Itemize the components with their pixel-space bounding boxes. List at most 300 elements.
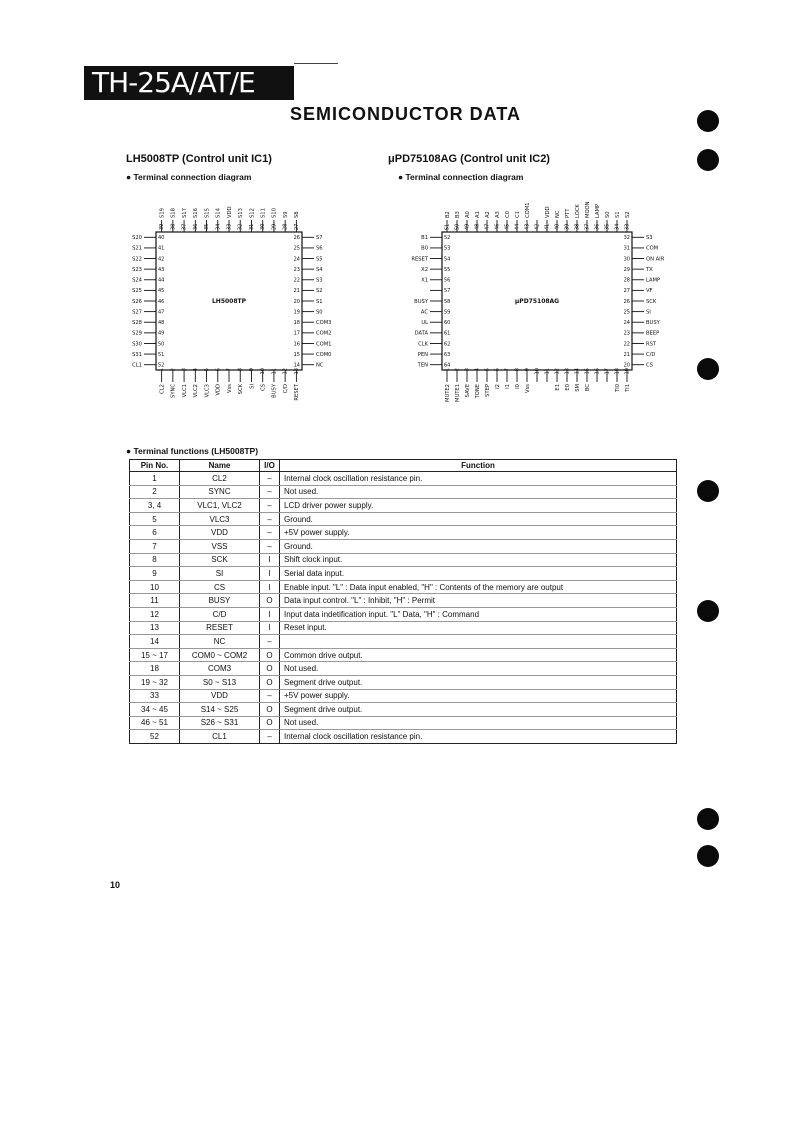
- pin-number: 35: [604, 223, 611, 230]
- table-row: [130, 553, 677, 567]
- pin-cell: 3, 4: [130, 499, 180, 513]
- col-io: I/O: [260, 460, 280, 472]
- pin-number: 23: [293, 266, 300, 273]
- function-cell: Serial data input.: [280, 567, 677, 581]
- pin-signal: S14: [215, 208, 222, 218]
- table-row: [130, 539, 677, 553]
- pin-number: 19: [293, 309, 300, 316]
- pin-cell: 34 ~ 45: [130, 703, 180, 717]
- page-title: SEMICONDUCTOR DATA: [290, 104, 521, 124]
- function-cell: Enable input. "L" : Data input enabled, "H" : Contents of the memory are output: [280, 580, 677, 594]
- pin-signal: CS: [646, 362, 653, 369]
- pin-signal: Vss: [524, 384, 531, 393]
- pin-signal: TONE: [474, 384, 481, 399]
- pin-number: 51: [444, 223, 451, 230]
- pin-signal: LAMP: [646, 277, 661, 284]
- pin-cell: 14: [130, 635, 180, 649]
- pin-number: 44: [514, 223, 521, 230]
- pin-signal: S3: [316, 277, 323, 284]
- ic2-pin-diagram: [392, 192, 692, 417]
- pin-signal: RESET: [411, 256, 428, 263]
- pin-signal: BUSY: [271, 384, 278, 398]
- name-cell: SCK: [180, 553, 260, 567]
- pin-signal: S17: [181, 208, 188, 218]
- pin-signal: S1: [614, 211, 621, 218]
- pin-number: 16: [293, 341, 300, 348]
- pin-number: 31: [248, 223, 255, 230]
- pin-number: 21: [623, 351, 630, 358]
- pin-number: 6: [215, 368, 222, 372]
- name-cell: CS: [180, 580, 260, 594]
- pin-number: 55: [444, 266, 451, 273]
- name-cell: VDD: [180, 689, 260, 703]
- pin-signal: NC: [554, 210, 561, 218]
- name-cell: COM0 ~ COM2: [180, 648, 260, 662]
- pin-number: 56: [444, 277, 451, 284]
- pin-number: 13: [564, 368, 571, 375]
- pin-number: 26: [293, 235, 300, 242]
- function-cell: Not used.: [280, 662, 677, 676]
- pin-number: 44: [158, 277, 165, 284]
- pin-signal: I2: [494, 384, 501, 389]
- pin-number: 45: [504, 223, 511, 230]
- pin-number: 28: [623, 277, 630, 284]
- table-row: [130, 607, 677, 621]
- pin-signal: S13: [238, 208, 245, 218]
- pin-signal: E0: [564, 384, 571, 391]
- pin-signal: A3: [494, 211, 501, 218]
- pin-signal: AC: [420, 309, 428, 316]
- table-row: [130, 526, 677, 540]
- pin-signal: S31: [132, 351, 142, 358]
- pin-number: 13: [293, 368, 300, 375]
- pin-number: 27: [293, 223, 300, 230]
- ic1-heading: LH5008TP (Control unit IC1): [126, 153, 272, 165]
- pin-signal: X1: [421, 277, 428, 284]
- pin-number: 9: [248, 368, 255, 372]
- pin-signal: DATA: [414, 330, 428, 337]
- name-cell: VDD: [180, 526, 260, 540]
- pin-number: 26: [623, 298, 630, 305]
- pin-signal: SCK: [238, 384, 245, 395]
- pin-signal: S29: [132, 330, 142, 337]
- chip-name: μPD75108AG: [514, 298, 560, 305]
- pin-cell: 8: [130, 553, 180, 567]
- pin-signal: COM0: [316, 351, 332, 358]
- name-cell: SYNC: [180, 485, 260, 499]
- ic1-pin-diagram: [120, 192, 350, 417]
- pin-number: 42: [534, 223, 541, 230]
- pin-number: 14: [574, 368, 581, 375]
- io-cell: O: [260, 594, 280, 608]
- pin-signal: S26: [132, 298, 142, 305]
- table-row: [130, 675, 677, 689]
- pin-number: 39: [159, 223, 166, 230]
- col-pin: Pin No.: [130, 460, 180, 472]
- pin-signal: VF: [646, 288, 653, 295]
- pin-number: 36: [192, 223, 199, 230]
- io-cell: I: [260, 580, 280, 594]
- pin-number: 43: [158, 266, 165, 273]
- pin-signal: S9: [282, 211, 289, 218]
- pin-signal: SCK: [646, 298, 657, 305]
- pin-signal: BUSY: [646, 320, 660, 327]
- pin-number: 29: [623, 266, 630, 273]
- pin-number: 10: [260, 368, 267, 375]
- pin-number: 16: [594, 368, 601, 375]
- pin-number: 17: [293, 330, 300, 337]
- name-cell: C/D: [180, 607, 260, 621]
- pin-number: 33: [226, 223, 233, 230]
- io-cell: O: [260, 648, 280, 662]
- function-cell: +5V power supply.: [280, 689, 677, 703]
- pin-signal: S21: [132, 245, 142, 252]
- pin-signal: S7: [316, 235, 323, 242]
- pin-number: 24: [293, 256, 300, 263]
- chip-name: LH5008TP: [211, 298, 247, 305]
- function-cell: LCD driver power supply.: [280, 499, 677, 513]
- pin-signal: S20: [132, 235, 142, 242]
- pin-number: 4: [192, 368, 199, 372]
- function-cell: Ground.: [280, 539, 677, 553]
- pin-number: 40: [554, 223, 561, 230]
- functions-heading: ● Terminal functions (LH5008TP): [126, 446, 259, 456]
- pin-number: 18: [293, 320, 300, 327]
- pin-number: 10: [534, 368, 541, 375]
- pin-signal: C1: [514, 211, 521, 218]
- pin-number: 50: [454, 223, 461, 230]
- pin-number: 27: [623, 288, 630, 295]
- pin-number: 22: [293, 277, 300, 284]
- pin-signal: B3: [454, 211, 461, 218]
- pin-cell: 11: [130, 594, 180, 608]
- name-cell: S26 ~ S31: [180, 716, 260, 730]
- pin-number: 4: [474, 368, 481, 372]
- pin-number: 37: [181, 223, 188, 230]
- pin-signal: CL1: [132, 362, 142, 369]
- pin-signal: LOCK: [574, 204, 581, 218]
- pin-signal: S1: [316, 298, 323, 305]
- pin-cell: 1: [130, 472, 180, 486]
- pin-number: 9: [524, 368, 531, 372]
- io-cell: –: [260, 635, 280, 649]
- pin-signal: S19: [159, 208, 166, 218]
- pin-number: 20: [623, 362, 630, 369]
- pin-number: 15: [293, 351, 300, 358]
- io-cell: –: [260, 526, 280, 540]
- pin-signal: S0: [604, 211, 611, 218]
- table-row: [130, 512, 677, 526]
- pin-number: 42: [158, 256, 165, 263]
- pin-number: 6: [494, 368, 501, 372]
- pin-number: 12: [554, 368, 561, 375]
- pin-signal: STEP: [484, 384, 491, 397]
- pin-signal: E1: [554, 384, 561, 391]
- io-cell: –: [260, 539, 280, 553]
- pin-signal: SI: [249, 384, 256, 389]
- pin-number: 12: [282, 368, 289, 375]
- pin-cell: 5: [130, 512, 180, 526]
- table-row: [130, 703, 677, 717]
- pin-signal: S18: [170, 208, 177, 218]
- pin-signal: CS: [260, 384, 267, 391]
- pin-signal: BC: [584, 384, 591, 392]
- pin-number: 7: [504, 368, 511, 372]
- pin-signal: MOON: [584, 201, 591, 218]
- pin-signal: S6: [316, 245, 323, 252]
- pin-number: 62: [444, 341, 451, 348]
- table-row: [130, 580, 677, 594]
- pin-number: 5: [484, 368, 491, 372]
- pin-number: 14: [293, 362, 300, 369]
- pin-number: 38: [170, 223, 177, 230]
- pin-number: 25: [623, 309, 630, 316]
- io-cell: –: [260, 472, 280, 486]
- table-row: [130, 635, 677, 649]
- pin-number: 48: [474, 223, 481, 230]
- pin-signal: S11: [260, 208, 267, 218]
- io-cell: I: [260, 567, 280, 581]
- pin-cell: 18: [130, 662, 180, 676]
- pin-signal: S16: [193, 208, 200, 218]
- pin-cell: 46 ~ 51: [130, 716, 180, 730]
- pin-number: 61: [444, 330, 451, 337]
- name-cell: COM3: [180, 662, 260, 676]
- col-name: Name: [180, 460, 260, 472]
- io-cell: I: [260, 553, 280, 567]
- pin-number: 57: [444, 288, 451, 295]
- pin-signal: I0: [514, 384, 521, 389]
- name-cell: SI: [180, 567, 260, 581]
- pin-cell: 15 ~ 17: [130, 648, 180, 662]
- name-cell: BUSY: [180, 594, 260, 608]
- io-cell: –: [260, 730, 280, 744]
- pin-number: 22: [623, 341, 630, 348]
- binder-hole: [697, 600, 719, 622]
- pin-signal: PEN: [417, 351, 428, 358]
- pin-number: 36: [594, 223, 601, 230]
- pin-number: 38: [574, 223, 581, 230]
- table-row: [130, 485, 677, 499]
- name-cell: VSS: [180, 539, 260, 553]
- pin-signal: S24: [132, 277, 142, 284]
- pin-signal: MUTE1: [454, 384, 461, 403]
- table-row: [130, 499, 677, 513]
- pin-cell: 10: [130, 580, 180, 594]
- pin-number: 39: [564, 223, 571, 230]
- pin-number: 45: [158, 288, 165, 295]
- io-cell: O: [260, 716, 280, 730]
- pin-cell: 7: [130, 539, 180, 553]
- pin-signal: NC: [316, 362, 324, 369]
- pin-signal: S27: [132, 309, 142, 316]
- pin-signal: TEN: [417, 362, 428, 369]
- pin-signal: RST: [646, 341, 657, 348]
- pin-signal: TI0: [614, 384, 621, 392]
- pin-signal: B0: [421, 245, 428, 252]
- pin-number: 64: [444, 362, 451, 369]
- io-cell: I: [260, 607, 280, 621]
- function-cell: Internal clock oscillation resistance pin.: [280, 472, 677, 486]
- pin-number: 59: [444, 309, 451, 316]
- pin-signal: B1: [421, 235, 428, 242]
- pin-number: 17: [604, 368, 611, 375]
- name-cell: S14 ~ S25: [180, 703, 260, 717]
- pin-number: 33: [624, 223, 631, 230]
- pin-signal: UL: [421, 320, 428, 327]
- pin-signal: S22: [132, 256, 142, 263]
- function-cell: +5V power supply.: [280, 526, 677, 540]
- table-row: [130, 730, 677, 744]
- function-cell: Not used.: [280, 716, 677, 730]
- pin-number: 15: [584, 368, 591, 375]
- binder-hole: [697, 110, 719, 132]
- pin-signal: TX: [646, 266, 653, 273]
- function-cell: Common drive output.: [280, 648, 677, 662]
- pin-number: 2: [454, 368, 461, 372]
- pin-number: 25: [293, 245, 300, 252]
- table-row: [130, 621, 677, 635]
- pin-number: 7: [226, 368, 233, 372]
- pin-number: 58: [444, 298, 451, 305]
- binder-hole: [697, 808, 719, 830]
- pin-signal: SM: [574, 384, 581, 392]
- pin-number: 46: [494, 223, 501, 230]
- pin-number: 52: [444, 235, 451, 242]
- pin-number: 34: [215, 223, 222, 230]
- name-cell: CL1: [180, 730, 260, 744]
- pin-number: 8: [514, 368, 521, 372]
- pin-number: 48: [158, 320, 165, 327]
- io-cell: –: [260, 499, 280, 513]
- pin-number: 32: [237, 223, 244, 230]
- binder-hole: [697, 480, 719, 502]
- pin-signal: S2: [624, 211, 631, 218]
- pin-signal: S12: [249, 208, 256, 218]
- pin-number: 52: [158, 362, 165, 369]
- pin-number: 54: [444, 256, 451, 263]
- pin-signal: LAMP: [594, 203, 601, 218]
- pin-number: 23: [623, 330, 630, 337]
- pin-number: 5: [204, 368, 211, 372]
- pin-cell: 12: [130, 607, 180, 621]
- pin-number: 46: [158, 298, 165, 305]
- pin-number: 37: [584, 223, 591, 230]
- pin-number: 11: [544, 368, 551, 375]
- pin-cell: 2: [130, 485, 180, 499]
- binder-hole: [697, 149, 719, 171]
- function-cell: Data input control. "L" : Inhibit, "H" : Permit: [280, 594, 677, 608]
- pin-signal: SYNC: [170, 384, 177, 398]
- function-cell: Ground.: [280, 512, 677, 526]
- name-cell: NC: [180, 635, 260, 649]
- pin-signal: BUSY: [414, 298, 428, 305]
- pin-signal: VDD: [544, 206, 551, 218]
- ic2-heading: μPD75108AG (Control unit IC2): [388, 153, 550, 165]
- pin-number: 1: [159, 368, 166, 372]
- pin-number: 30: [623, 256, 630, 263]
- pin-number: 53: [444, 245, 451, 252]
- table-row: [130, 716, 677, 730]
- pin-signal: C/D: [646, 351, 656, 358]
- pin-number: 1: [444, 368, 451, 372]
- pin-signal: I1: [504, 384, 511, 389]
- table-header-row: [130, 460, 677, 472]
- pin-number: 30: [260, 223, 267, 230]
- name-cell: CL2: [180, 472, 260, 486]
- pin-signal: VDD: [215, 384, 222, 396]
- pin-cell: 52: [130, 730, 180, 744]
- pin-signal: Vss: [226, 384, 233, 393]
- pin-number: 2: [170, 368, 177, 372]
- table-row: [130, 648, 677, 662]
- pin-signal: MUTE2: [444, 384, 451, 403]
- pin-number: 63: [444, 351, 451, 358]
- pin-number: 41: [158, 245, 165, 252]
- pin-signal: COM3: [316, 320, 332, 327]
- terminal-functions-table: [129, 459, 677, 744]
- pin-signal: B2: [444, 211, 451, 218]
- pin-signal: C/D: [282, 384, 289, 394]
- pin-number: 47: [484, 223, 491, 230]
- pin-cell: 13: [130, 621, 180, 635]
- pin-signal: S23: [132, 266, 142, 273]
- pin-signal: SI: [646, 309, 651, 316]
- pin-number: 3: [181, 368, 188, 372]
- col-function: Function: [280, 460, 677, 472]
- name-cell: VLC1, VLC2: [180, 499, 260, 513]
- pin-signal: BEEP: [646, 330, 660, 337]
- pin-signal: S5: [316, 256, 323, 263]
- io-cell: O: [260, 703, 280, 717]
- pin-number: 31: [623, 245, 630, 252]
- pin-signal: TI1: [624, 384, 631, 392]
- pin-signal: VLC2: [193, 384, 200, 398]
- pin-number: 51: [158, 351, 165, 358]
- pin-signal: A0: [464, 211, 471, 218]
- table-row: [130, 662, 677, 676]
- pin-number: 18: [614, 368, 621, 375]
- pin-signal: S15: [204, 208, 211, 218]
- pin-signal: ON AIR: [646, 256, 665, 263]
- name-cell: VLC3: [180, 512, 260, 526]
- pin-signal: COM: [646, 245, 659, 252]
- function-cell: Segment drive output.: [280, 703, 677, 717]
- pin-number: 40: [158, 235, 165, 242]
- io-cell: O: [260, 662, 280, 676]
- pin-number: 32: [623, 235, 630, 242]
- function-cell: Internal clock oscillation resistance pin.: [280, 730, 677, 744]
- pin-number: 34: [614, 223, 621, 230]
- pin-signal: VLC1: [181, 384, 188, 398]
- pin-number: 29: [271, 223, 278, 230]
- ic1-subheading: ● Terminal connection diagram: [126, 172, 252, 182]
- table-row: [130, 689, 677, 703]
- page-number: 10: [110, 880, 121, 890]
- function-cell: Input data indetification input. "L" Data, "H" : Command: [280, 607, 677, 621]
- pin-cell: 33: [130, 689, 180, 703]
- pin-number: 24: [623, 320, 630, 327]
- pin-signal: C0: [504, 211, 511, 218]
- name-cell: S0 ~ S13: [180, 675, 260, 689]
- function-cell: Segment drive output.: [280, 675, 677, 689]
- pin-number: 8: [237, 368, 244, 372]
- function-cell: Not used.: [280, 485, 677, 499]
- pin-signal: A2: [484, 211, 491, 218]
- pin-signal: CLK: [418, 341, 428, 348]
- pin-number: 41: [544, 223, 551, 230]
- pin-number: 35: [204, 223, 211, 230]
